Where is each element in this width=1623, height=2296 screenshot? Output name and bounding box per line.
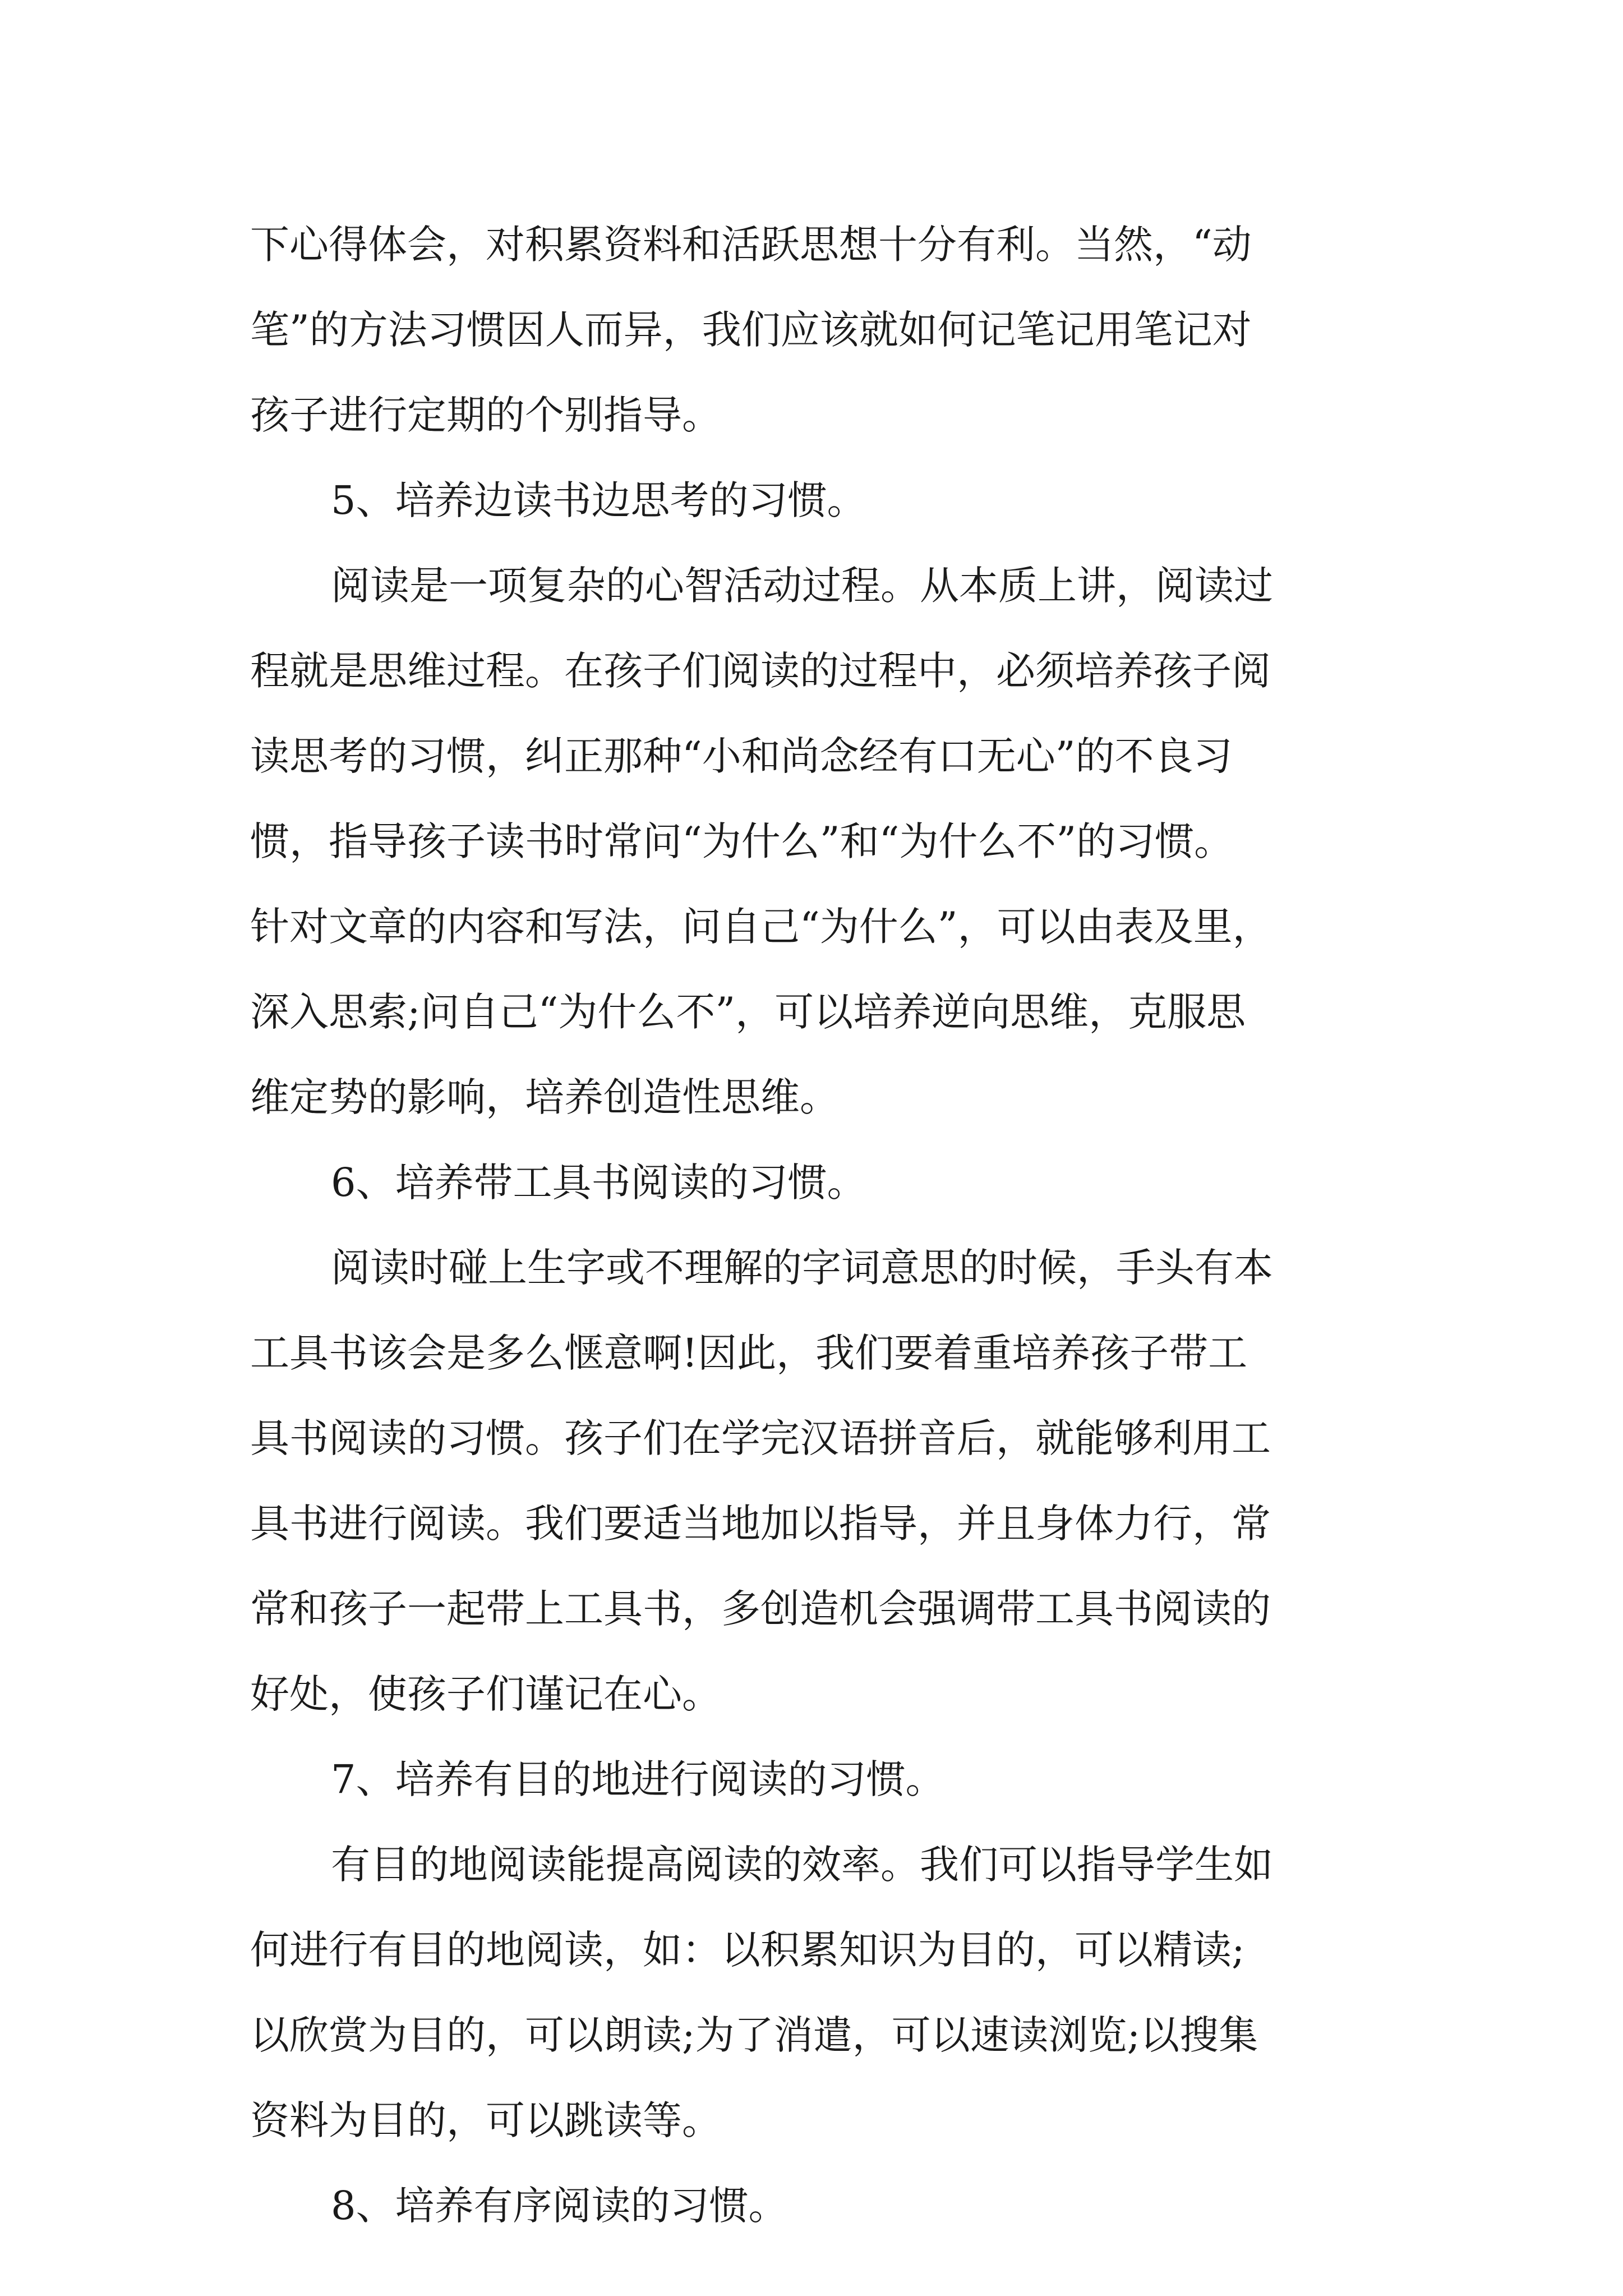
text-line: 深入思索;问自己“为什么不”，可以培养逆向思维，克服思 <box>250 989 1246 1035</box>
text-line: 针对文章的内容和写法，问自己“为什么”，可以由表及里， <box>250 904 1272 950</box>
section-heading: 8、培养有序阅读的习惯。 <box>331 2183 788 2229</box>
text-line: 孩子进行定期的个别指导。 <box>250 392 721 438</box>
text-line: 以欣赏为目的，可以朗读;为了消遣，可以速读浏览;以搜集 <box>250 2012 1258 2058</box>
text-line: 阅读时碰上生字或不理解的字词意思的时候，手头有本 <box>331 1245 1273 1291</box>
text-line: 下心得体会，对积累资料和活跃思想十分有利。当然，“动 <box>250 222 1252 268</box>
text-line: 读思考的习惯，纠正那种“小和尚念经有口无心”的不良习 <box>250 733 1233 779</box>
text-line: 惯，指导孩子读书时常问“为什么”和“为什么不”的习惯。 <box>250 818 1234 864</box>
text-line: 资料为目的，可以跳读等。 <box>250 2097 721 2143</box>
text-line: 笔”的方法习惯因人而异，我们应该就如何记笔记用笔记对 <box>250 307 1252 353</box>
section-heading: 7、培养有目的地进行阅读的习惯。 <box>331 1756 945 1802</box>
section-heading: 5、培养边读书边思考的习惯。 <box>331 477 866 523</box>
text-line: 常和孩子一起带上工具书，多创造机会强调带工具书阅读的 <box>250 1586 1271 1632</box>
text-line: 具书阅读的习惯。孩子们在学完汉语拼音后，就能够利用工 <box>250 1415 1271 1461</box>
text-line: 有目的地阅读能提高阅读的效率。我们可以指导学生如 <box>331 1842 1273 1888</box>
section-heading: 6、培养带工具书阅读的习惯。 <box>331 1159 866 1205</box>
text-line: 阅读是一项复杂的心智活动过程。从本质上讲，阅读过 <box>331 563 1273 609</box>
text-line: 何进行有目的地阅读，如：以积累知识为目的，可以精读; <box>250 1927 1245 1973</box>
text-line: 好处，使孩子们谨记在心。 <box>250 1671 721 1717</box>
text-line: 工具书该会是多么惬意啊!因此，我们要着重培养孩子带工 <box>250 1330 1248 1376</box>
text-line: 程就是思维过程。在孩子们阅读的过程中，必须培养孩子阅 <box>250 648 1271 694</box>
text-line: 具书进行阅读。我们要适当地加以指导，并且身体力行，常 <box>250 1501 1271 1547</box>
text-line: 维定势的影响，培养创造性思维。 <box>250 1074 839 1120</box>
